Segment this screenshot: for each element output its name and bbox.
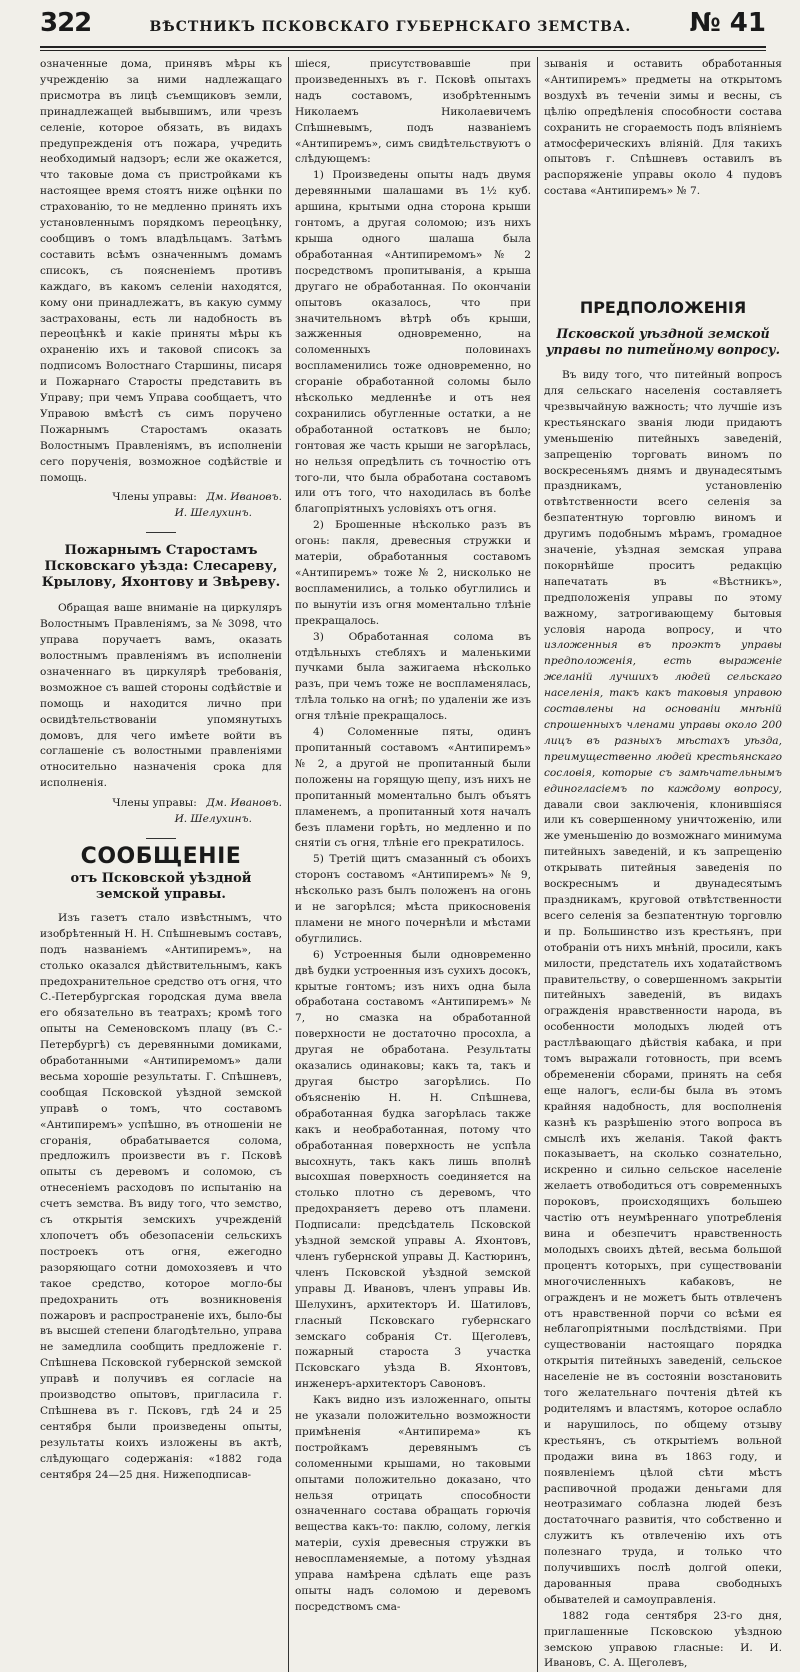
subheading-proposals: Псковской уѣздной земской управы по питейному вопросу. xyxy=(546,326,780,358)
heading-fire-elders: Пожарнымъ Старостамъ Псковскаго уѣзда: Слесареву, Крылову, Яхонтову и Звѣреву. xyxy=(41,543,281,591)
signer-shelukhin: И. Шелухинъ. xyxy=(174,507,252,520)
subheading-communication: отъ Псковской уѣздной земской управы. xyxy=(70,870,252,902)
column-2 xyxy=(295,57,531,1672)
page-header xyxy=(40,8,766,42)
col3-text-italic: изложенныя въ проэктъ управы предположенія, есть выраженіе желаній лучшихъ людей сельскаго населенія, такъ какъ таковыя управою составлены на основаніи мнѣній спрошенныхъ членами управы около 200 лицъ въ разныхъ мѣстахъ уѣзда, преимущественно людей крестьянскаго сословія, которые съ замѣчательнымъ единогласіемъ по каждому вопросу, xyxy=(544,639,782,795)
signature-block-1 xyxy=(40,490,282,506)
col2-item-5: 5) Третій щитъ смазанный съ обоихъ сторонъ составомъ «Антипиремъ» № 9, нѣсколько разъ былъ положенъ на огонь и не загорѣлся; мѣста прикосновенія пламени не много почернѣли и мѣстами обуглились. xyxy=(295,853,531,945)
page-number: 322 xyxy=(40,8,92,38)
col3-paragraph-3: 1882 года сентября 23-го дня, приглашенные Псковскою уѣздною земскою управою гласные: И. И. Ивановъ, С. А. Щеголевъ, xyxy=(544,1609,782,1670)
header-rule xyxy=(40,46,766,48)
col1-paragraph-2: Обращая ваше вниманіе на циркуляръ Волостнымъ Правленіямъ, за № 3098, что управа поручаетъ вамъ, оказать волостнымъ правленіямъ въ исполненіи означеннаго въ циркулярѣ требованія, возможное съ вашей стороны содѣйствіе и помощь и находится лично при освидѣтельствованіи упомянутыхъ домовъ, для чего имѣете войти въ соглашеніе съ волостными правленіями относительно назначенія срока для исполненія. xyxy=(40,602,282,790)
signer-ivanov: Дм. Ивановъ. xyxy=(206,797,282,810)
separator xyxy=(146,532,176,533)
column-divider xyxy=(537,57,538,1672)
column-3 xyxy=(544,57,782,1672)
issue-number: № 41 xyxy=(689,8,766,38)
col2-item-4: 4) Соломенные пяты, одинъ пропитанный составомъ «Антипиремъ» № 2, а другой не пропитанный были положены на горящую щепу, изъ нихъ не пропитанный моментально былъ объятъ пламенемъ, а пропитанный хотя началъ безъ пламени горѣть, но медленно и по снятіи съ огня, тлѣніе его прекратилось. xyxy=(295,726,531,850)
column-1 xyxy=(40,57,282,1672)
columns xyxy=(40,57,782,1670)
signature-block-2 xyxy=(40,796,282,812)
members-label: Члены управы: xyxy=(112,797,197,810)
column-divider xyxy=(288,57,289,1672)
heading-proposals: ПРЕДПОЛОЖЕНІЯ xyxy=(579,298,747,318)
col2-item-6: 6) Устроенныя были одновременно двѣ будки устроенныя изъ сухихъ досокъ, крытые гонтомъ; изъ нихъ одна была обработана составомъ «Антипиремъ» № 7, но смазка на обработанной поверхности не достаточно просохла, а другая не обработана. Результаты оказались одинаковы; какъ та, такъ и другая быстро загорѣлись. По объясненію Н. Н. Спѣшнева, обработанная будка загорѣлась также какъ и необработанная, потому что обработанная поверхность не успѣла высохнуть, такъ какъ лишь вполнѣ высохшая поверхность соединяется на столько плотно съ деревомъ, что предохраняетъ дерево отъ пламени. Подписали: предсѣдатель Псковской уѣздной земской управы А. Яхонтовъ, членъ губернской управы Д. Кастюринъ, членъ Псковской уѣздной земской управы Д. Ивановъ, членъ управы Ив. Шелухинъ, архитекторъ И. Шатиловъ, гласный Псковскаго губернскаго земскаго собранія Ст. Щеголевъ, пожарный староста 3 участка Псковскаго уѣзда В. Яхонтовъ, инженеръ-архитекторъ Савоновъ. xyxy=(295,948,531,1391)
signer-shelukhin: И. Шелухинъ. xyxy=(174,813,252,826)
signer-ivanov: Дм. Ивановъ. xyxy=(206,491,282,504)
col2-item-1: 1) Произведены опыты надъ двумя деревянными шалашами въ 1½ куб. аршина, крытыми одна сторона крыши гонтомъ, а другая соломою; изъ нихъ крыша одного шалаша была обработанная «Антипиремомъ» № 2 посредствомъ пропитыванія, а крыша другаго не обработанная. По окончаніи опытовъ оказалось, что при значительномъ вѣтрѣ объ крыши, зажженныя одновременно, на соломенныхъ половинахъ воспламенились тоже одновременно, но сгораніе обработанной соломы было нѣсколько медленнѣе и отъ нея сохранились обугленные остатки, а не обработанной остатковъ не было; гонтовая же часть крыши не загорѣлась, но нельзя опредѣлить съ точностію отъ того-ли, что была обработана составомъ или отъ того, что находилась въ болѣе благопріятныхъ условіяхъ отъ огня. xyxy=(295,169,531,516)
members-label: Члены управы: xyxy=(112,491,197,504)
separator xyxy=(146,838,176,839)
heading-communication: СООБЩЕНІЕ xyxy=(80,843,242,869)
header-rule-thin xyxy=(40,50,766,51)
col3-text-a: Въ виду того, что питейный вопросъ для сельскаго населенія составляетъ чрезвычайную важность; что лучшіе изъ крестьянскаго званія люди придаютъ уменьшенію питейныхъ заведеній, запрещенію торговать виномъ по воскресеньямъ днямъ и двунадесятымъ праздникамъ, установленію отвѣтственности всего селенія за безпатентную торговлю виномъ и другимъ подобнымъ мѣрамъ, громадное значеніе, уѣздная земская управа покорнѣйше проситъ редакцію напечатать въ «Вѣстникъ», предположенія управы по этому важному, затрогивающему бытовыя условія народа вопросу, и что xyxy=(544,369,782,636)
col2-item-3: 3) Обработанная солома въ отдѣльныхъ стебляхъ и маленькими пучками была зажигаема нѣсколько разъ, при чемъ тоже не воспламенялась, тлѣла только на огнѣ; по удаленіи же изъ огня тлѣніе прекращалось. xyxy=(295,630,531,723)
col2-paragraph-conclusion: Какъ видно изъ изложеннаго, опыты не указали положительно возможности примѣненія «Антипирема» къ постройкамъ деревянымъ съ соломенными крышами, но таковыми опытами положительно доказано, что нельзя отрицать способности означеннаго состава обращать горючія вещества какъ-то: паклю, солому, легкія матеріи, сухія древесныя стружки въ невоспламеняемые, а потому уѣздная управа намѣрена сдѣлать еще разъ опыты надъ соломою и деревомъ посредствомъ сма- xyxy=(295,1394,531,1613)
running-title: ВѢСТНИКЪ ПСКОВСКАГО ГУБЕРНСКАГО ЗЕМСТВА. xyxy=(149,19,632,35)
col1-paragraph-1: означенные дома, принявъ мѣры къ учрежденію за ними надлежащаго присмотра въ лицѣ съемщиковъ земли, принадлежащей выбывшимъ, или чрезъ селеніе, которое обязать, въ видахъ предупрежденія отъ пожара, учредить необходимый надзоръ; если же окажется, что таковые дома съ пристройками къ настоящее время стоятъ ниже оцѣнки по страхованію, то не медленно принять ихъ установленнымъ порядкомъ переоцѣнку, сообщивъ о томъ владѣльцамъ. Затѣмъ составить всѣмъ означеннымъ домамъ списокъ, съ поясненіемъ противъ каждаго, въ какомъ селеніи находятся, кому они принадлежатъ, въ какую сумму застрахованы, есть ли надобность въ переоцѣнкѣ и какіе приняты мѣры къ охраненію ихъ и таковой списокъ за подписомъ Волостнаго Старшины, писаря и Пожарнаго Старосты представить въ Управу; при чемъ Управа сообщаетъ, что Управою вмѣстѣ съ симъ поручено Пожарнымъ Старостамъ оказать Волостнымъ Правленіямъ, въ исполненіи сего порученія, возможное содѣйствіе и помощь. xyxy=(40,58,282,484)
col3-paragraph-2 xyxy=(544,368,782,1609)
col2-paragraph-1: шіеся, присутствовавшіе при произведенныхъ въ г. Псковѣ опытахъ надъ составомъ, изобрѣтеннымъ Николаемъ Николаевичемъ Спѣшневымъ, подъ названіемъ «Антипиремъ», симъ свидѣтельствуютъ о слѣдующемъ: xyxy=(295,58,531,166)
col2-item-2: 2) Брошенные нѣсколько разъ въ огонь: пакля, древесныя стружки и матеріи, обработанныя составомъ «Антипиремъ» тоже № 2, нисколько не воспламенились, а только обуглились и по вынутіи изъ огня моментально тлѣніе прекращалось. xyxy=(295,519,531,627)
col3-text-b: давали свои заключенія, клонившіяся или къ совершенному уничтоженію, или же уменьшенію до возможнаго минимума питейныхъ заведеній, и къ запрещенію открывать питейныя заведенія по воскреснымъ и двунадесятымъ праздникамъ, круговой отвѣтственности всего селенія за безпатентную торговлю и пр. Большинство изъ крестьянъ, при отобраніи отъ нихъ мнѣній, просили, какъ милости, предстатель ихъ ходатайствомъ правительству, о совершенномъ закрытіи питейныхъ заведеній, въ видахъ огражденія нравственности народа, въ особенности молодыхъ людей отъ растлѣвающаго дѣйствія кабака, и при томъ выражали готовность, при всемъ обремененіи сборами, принять на себя еще налогъ, если-бы была въ этомъ крайняя надобность, для восполненія казнѣ къ разрѣшенію этого вопроса въ смыслѣ ихъ желанія. Такой фактъ показываетъ, на сколько сознательно, искренно и сильно сельское населеніе желаетъ отвободиться отъ современныхъ пороковъ, происходящихъ большею частію отъ неумѣреннаго употребленія вина и обезпечитъ нравственность молодыхъ своихъ дѣтей, весьма большой процентъ которыхъ, при существованіи многочисленныхъ кабаковъ, не огражденъ и не можетъ быть отвлеченъ отъ нравственной порчи со всѣми ея неблагопріятными послѣдствіями. При существованіи настоящаго порядка открытія питейныхъ заведеній, сельское населеніе не въ состояніи возстановить того желательнаго почтенія дѣтей къ родителямъ и властямъ, которое ослабло и нарушилось, по общему отзыву крестьянъ, съ открытіемъ вольной продажи вина въ 1863 году, и появленіемъ цѣлой сѣти мѣстъ распивочной продажи деньгами для неотразимаго соблазна людей безъ достаточнаго развитія, что собственно и служитъ къ отвлеченію ихъ отъ полезнаго труда, и только что получившихъ послѣ долгой опеки, дарованныя права свободныхъ обывателей и самоуправленія. xyxy=(544,798,782,1606)
col3-paragraph-1: зыванія и оставить обработанныя «Антипиремъ» предметы на открытомъ воздухѣ въ теченіи зимы и весны, съ цѣлію опредѣленія способности состава сохранить не сгораемость подъ вліяніемъ атмосферическихъ вліяній. Для такихъ опытовъ г. Спѣшневъ оставилъ въ распоряженіе управы около 4 пудовъ состава «Антипиремъ» № 7. xyxy=(544,58,782,198)
col1-paragraph-3: Изъ газетъ стало извѣстнымъ, что изобрѣтенный Н. Н. Спѣшневымъ составъ, подъ названіемъ «Антипиремъ», на столько оказался дѣйствительнымъ, какъ предохранительное средство отъ огня, что С.-Петербургская городская дума ввела его обязательно въ театрахъ; кромѣ того опыты на Семеновскомъ плацу (въ С.-Петербургѣ) съ деревянными домиками, обработанными «Антипиремомъ» дали весьма хорошіе результаты. Г. Спѣшневъ, сообщая Псковской уѣздной земской управѣ о томъ, что составомъ «Антипиремъ» успѣшно, въ отношеніи не сгоранія, обрабатывается солома, предложилъ произвести въ г. Псковѣ опыты съ деревомъ и соломою, съ отнесеніемъ расходовъ по испытанію на счетъ земства. Въ виду того, что земство, съ открытія земскихъ учрежденій хлопочетъ объ обезопасеніи сельскихъ построекъ отъ огня, ежегодно разоряющаго сотни домохозяевъ и что такое средство, которое могло-бы предохранить отъ возникновенія пожаровъ и распространеніе ихъ, было-бы въ высшей степени благодѣтельно, управа не замедлила сообщить предложеніе г. Спѣшнева Псковской губернской земской управѣ и получивъ ея согласіе на производство опытовъ, пригласила г. Спѣшнева въ г. Псковъ, гдѣ 24 и 25 сентября были произведены опыты, результаты коихъ изложены въ актѣ, слѣдующаго содержанія: «1882 года сентября 24—25 дня. Нижеподписав- xyxy=(40,911,282,1481)
